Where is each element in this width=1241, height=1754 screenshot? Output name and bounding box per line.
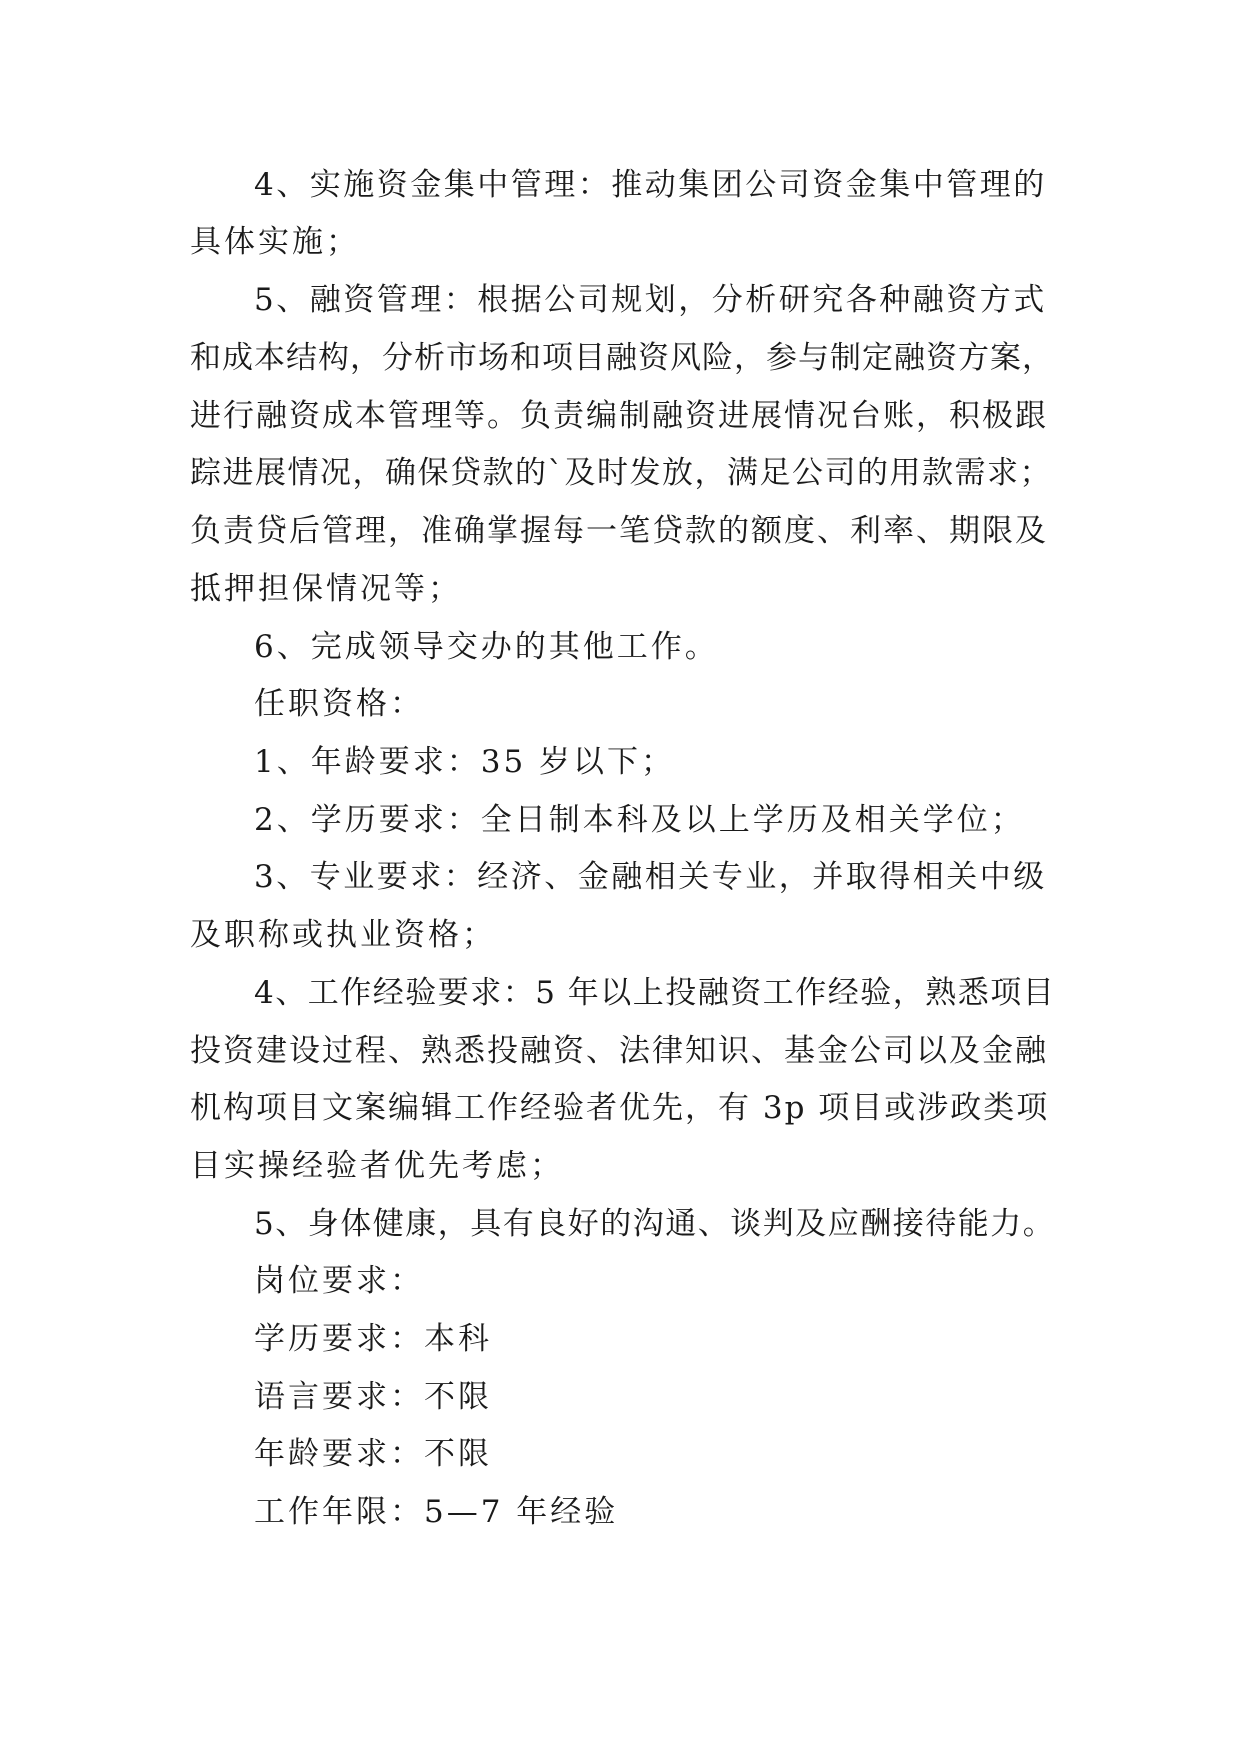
text-line: 语言要求：不限 [254,1379,492,1415]
text-line: 和成本结构，分析市场和项目融资风险，参与制定融资方案， [190,340,1054,376]
text-line: 1、年龄要求：35 岁以下； [254,744,676,780]
text-line: 具体实施； [190,224,360,260]
text-line: 4、实施资金集中管理：推动集团公司资金集中管理的 [254,167,1047,203]
text-line: 5、融资管理：根据公司规划，分析研究各种融资方式 [254,282,1047,318]
section-heading: 岗位要求： [254,1263,424,1299]
text-line: 2、学历要求：全日制本科及以上学历及相关学位； [254,802,1025,838]
text-line: 及职称或执业资格； [190,917,496,953]
text-line: 目实操经验者优先考虑； [190,1148,564,1184]
text-line: 踪进展情况，确保贷款的`及时发放，满足公司的用款需求； [190,455,1052,491]
text-line: 投资建设过程、熟悉投融资、法律知识、基金公司以及金融 [190,1033,1048,1069]
text-line: 年龄要求：不限 [254,1436,492,1472]
text-line: 3、专业要求：经济、金融相关专业，并取得相关中级 [254,859,1047,895]
text-line: 5、身体健康，具有良好的沟通、谈判及应酬接待能力。 [254,1206,1056,1242]
text-line: 负责贷后管理，准确掌握每一笔贷款的额度、利率、期限及 [190,513,1048,549]
text-line: 工作年限：5—7 年经验 [254,1494,619,1530]
text-line: 学历要求：本科 [254,1321,492,1357]
text-line: 4、工作经验要求：5 年以上投融资工作经验，熟悉项目 [254,975,1056,1011]
text-line: 机构项目文案编辑工作经验者优先，有 3p 项目或涉政类项 [190,1090,1050,1126]
text-line: 抵押担保情况等； [190,571,462,607]
text-line: 进行融资成本管理等。负责编制融资进展情况台账，积极跟 [190,398,1048,434]
section-heading: 任职资格： [254,686,424,722]
text-line: 6、完成领导交办的其他工作。 [254,629,719,665]
